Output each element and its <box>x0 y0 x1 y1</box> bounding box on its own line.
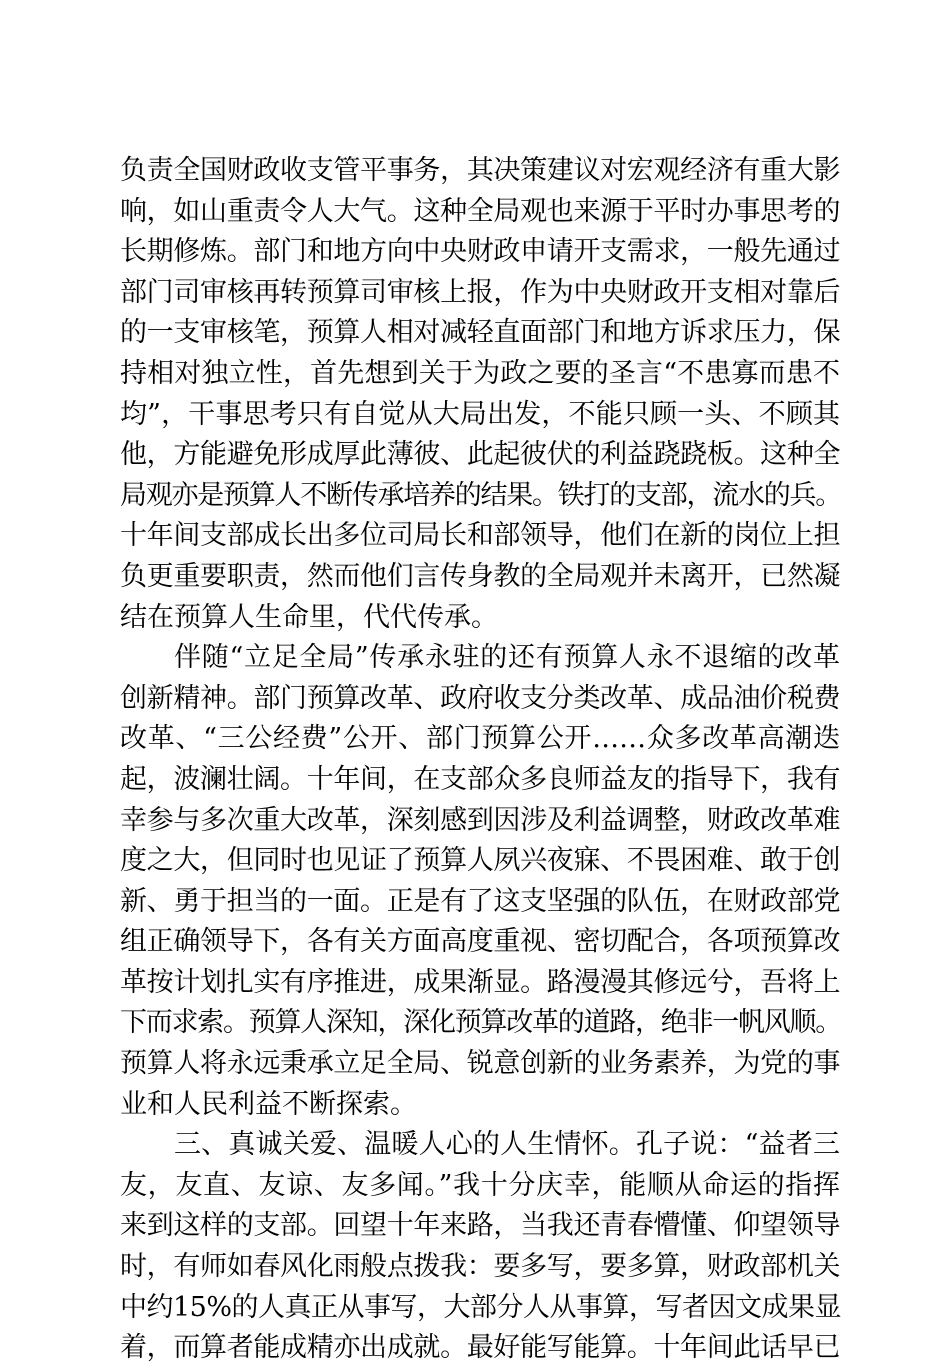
text-line: 着，而算者能成精亦出成就。最好能写能算。十年间此话早已 <box>120 1332 840 1364</box>
text-line: 创新精神。部门预算改革、政府收支分类改革、成品油价税费 <box>120 682 840 714</box>
text-line: 三、真诚关爱、温暖人心的人生情怀。孔子说：“益者三 <box>174 1129 840 1161</box>
text-line: 度之大，但同时也见证了预算人夙兴夜寐、不畏困难、敢于创 <box>120 845 840 877</box>
text-line: 长期修炼。部门和地方向中央财政申请开支需求，一般先通过 <box>120 236 840 268</box>
text-line: 持相对独立性，首先想到关于为政之要的圣言“不患寡而患不 <box>120 357 840 389</box>
text-line: 下而求索。预算人深知，深化预算改革的道路，绝非一帆风顺。 <box>120 1007 841 1039</box>
text-line: 负责全国财政收支管平事务，其决策建议对宏观经济有重大影 <box>120 155 840 186</box>
text-line: 时，有师如春风化雨般点拨我：要多写，要多算，财政部机关 <box>120 1251 840 1283</box>
text-line: 结在预算人生命里，代代传承。 <box>120 601 498 633</box>
text-line: 响，如山重责令人大气。这种全局观也来源于平时办事思考的 <box>120 195 840 227</box>
text-line: 他，方能避免形成厚此薄彼、此起彼伏的利益跷跷板。这种全 <box>120 439 840 471</box>
text-line: 新、勇于担当的一面。正是有了这支坚强的队伍，在财政部党 <box>120 885 840 917</box>
text-line: 组正确领导下，各有关方面高度重视、密切配合，各项预算改 <box>120 926 840 958</box>
text-line: 幸参与多次重大改革，深刻感到因涉及利益调整，财政改革难 <box>120 804 840 836</box>
text-line: 均”，干事思考只有自觉从大局出发，不能只顾一头、不顾其 <box>120 398 840 430</box>
body-text <box>120 151 840 1369</box>
text-line: 改革、“三公经费”公开、部门预算公开……众多改革高潮迭 <box>120 723 840 755</box>
text-line: 部门司审核再转预算司审核上报，作为中央财政开支相对靠后 <box>120 276 840 308</box>
text-line: 的一支审核笔，预算人相对减轻直面部门和地方诉求压力，保 <box>120 317 840 349</box>
text-line: 局观亦是预算人不断传承培养的结果。铁打的支部，流水的兵。 <box>120 479 841 511</box>
text-line: 来到这样的支部。回望十年来路，当我还青春懵懂、仰望领导 <box>120 1210 840 1242</box>
text-line: 中约15%的人真正从事写，大部分人从事算，写者因文成果显 <box>120 1291 842 1323</box>
text-line: 十年间支部成长出多位司局长和部领导，他们在新的岗位上担 <box>120 520 840 552</box>
text-line: 起，波澜壮阔。十年间，在支部众多良师益友的指导下，我有 <box>120 763 840 795</box>
text-line: 友，友直、友谅、友多闻。”我十分庆幸，能顺从命运的指挥 <box>120 1169 840 1201</box>
text-line: 预算人将永远秉承立足全局、锐意创新的业务素养，为党的事 <box>120 1048 840 1080</box>
text-line: 业和人民利益不断探索。 <box>120 1088 417 1120</box>
text-line: 革按计划扎实有序推进，成果渐显。路漫漫其修远兮，吾将上 <box>120 966 840 998</box>
text-line: 负更重要职责，然而他们言传身教的全局观并未离开，已然凝 <box>120 560 840 592</box>
text-line: 伴随“立足全局”传承永驻的还有预算人永不退缩的改革 <box>174 642 840 674</box>
